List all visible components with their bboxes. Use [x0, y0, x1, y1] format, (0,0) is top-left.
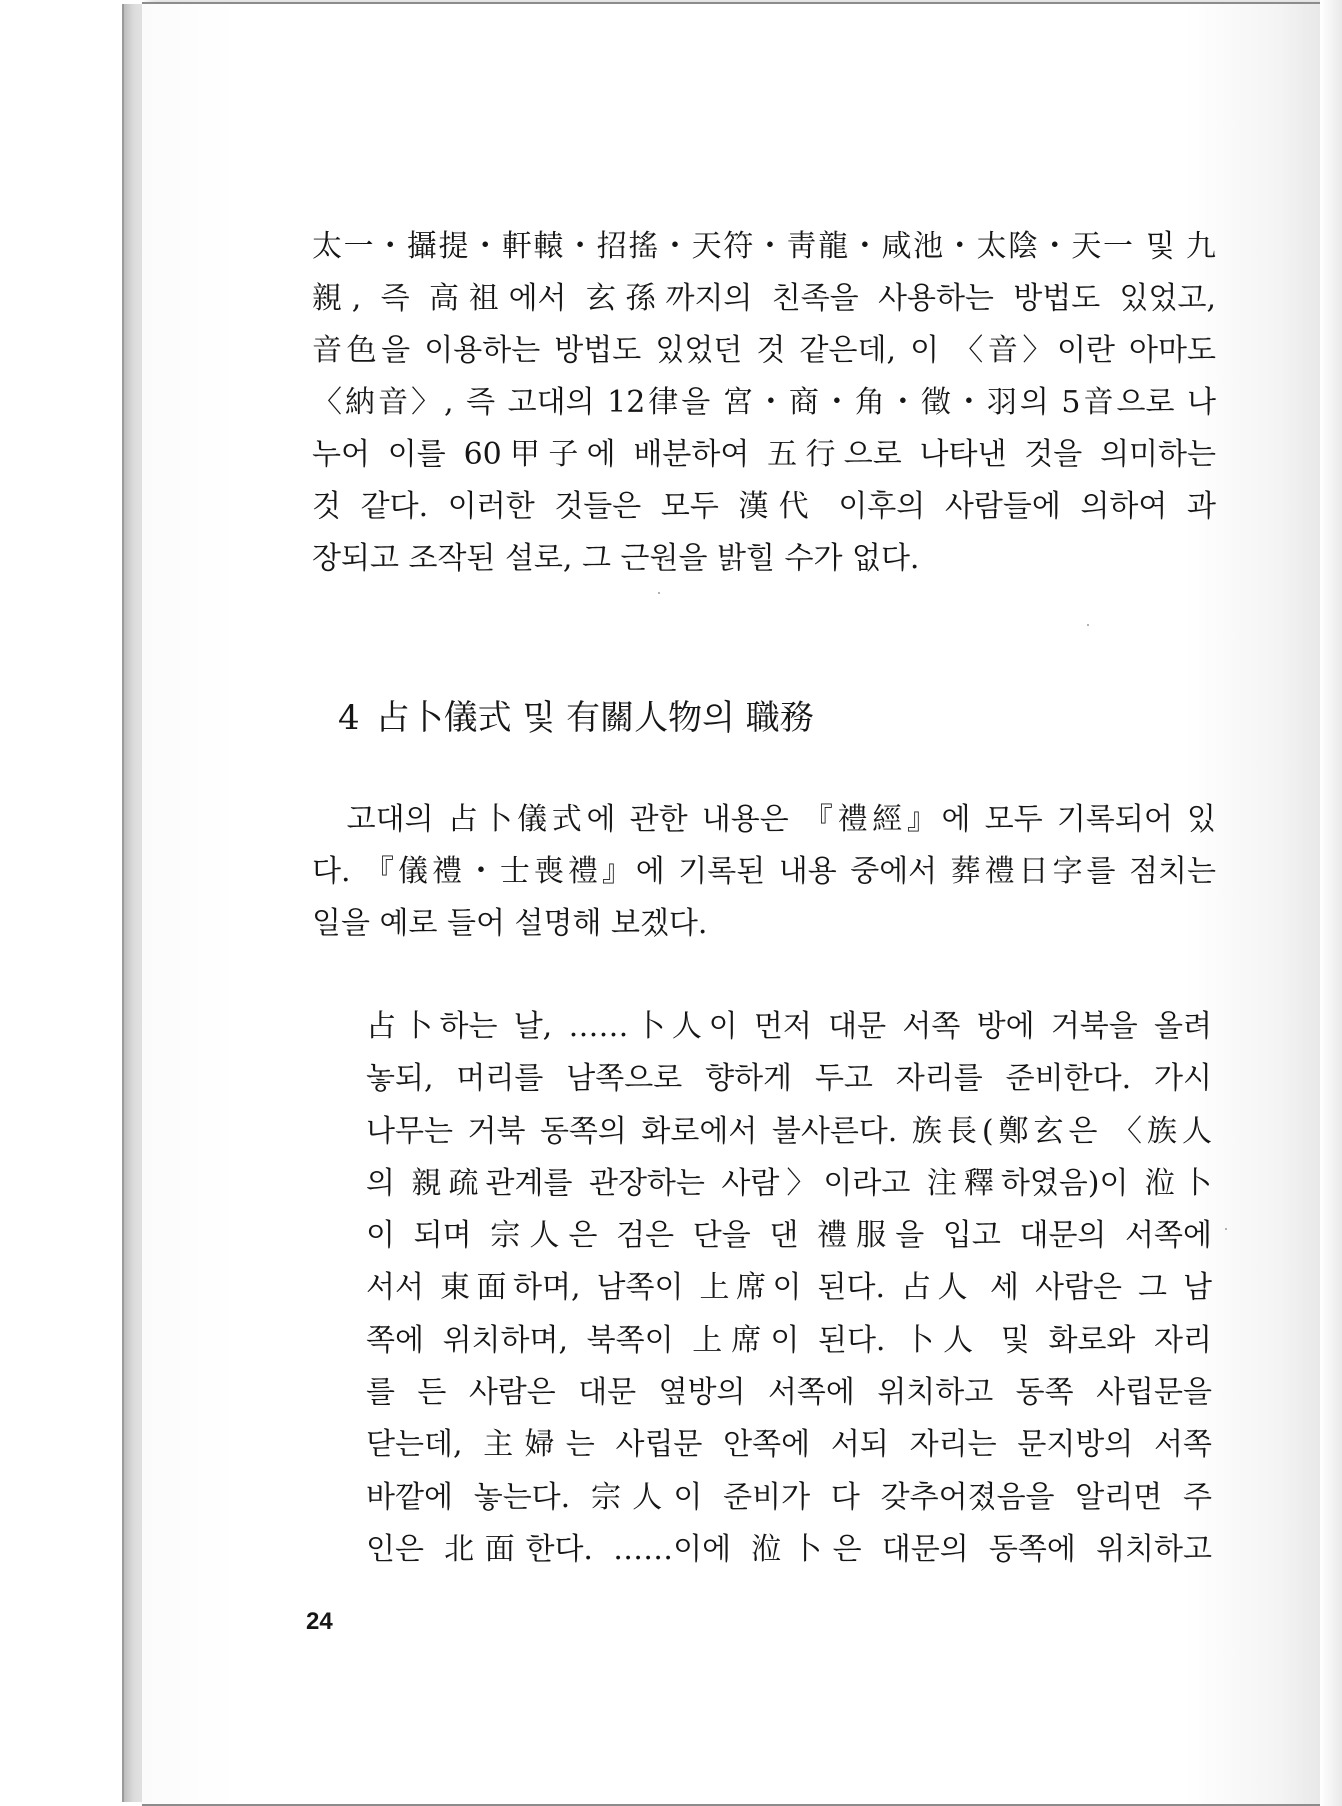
quote-line: 닫는데, 主婦는 사립문 안쪽에 서되 자리는 문지방의 서쪽	[366, 1427, 1212, 1463]
text-line: 다. 『儀禮・士喪禮』에 기록된 내용 중에서 葬禮日字를 점치는	[312, 854, 1216, 889]
quote-line: 서서 東面하며, 남쪽이 上席이 된다. 占人 세 사람은 그 남	[366, 1270, 1212, 1306]
text-line: 장되고 조작된 설로, 그 근원을 밝힐 수가 없다.	[312, 541, 920, 576]
page-right-shadow	[1320, 0, 1342, 1806]
quote-line: 를 든 사람은 대문 옆방의 서쪽에 위치하고 동쪽 사립문을	[366, 1375, 1212, 1411]
section-title: 占卜儀式 및 有關人物의 職務	[375, 698, 814, 738]
quote-line: 나무는 거북 동쪽의 화로에서 불사른다. 族長(鄭玄은 〈族人	[366, 1113, 1212, 1149]
quote-line: 의 親疏관계를 관장하는 사람〉이라고 注釋하였음)이 涖卜	[366, 1165, 1212, 1201]
block-quote	[366, 1001, 1212, 1576]
text-line: 太一・攝提・軒轅・招搖・天符・靑龍・咸池・太陰・天一 및 九	[312, 229, 1216, 264]
body-paragraph-1	[312, 221, 1216, 585]
quote-line: 이 되며 宗人은 검은 단을 댄 禮服을 입고 대문의 서쪽에	[366, 1218, 1212, 1254]
page-number: 24	[306, 1608, 333, 1635]
quote-line: 쪽에 위치하며, 북쪽이 上席이 된다. 卜人 및 화로와 자리	[366, 1322, 1212, 1358]
quote-line: 占卜하는 날, ……卜人이 먼저 대문 서쪽 방에 거북을 올려	[366, 1009, 1212, 1044]
scan-speck	[658, 592, 660, 594]
text-line: 〈納音〉, 즉 고대의 12律을 宮・商・角・徵・羽의 5音으로 나	[312, 385, 1216, 420]
text-line: 일을 예로 들어 설명해 보겠다.	[312, 906, 708, 941]
scan-speck	[1225, 1228, 1227, 1230]
text-line: 音色을 이용하는 방법도 있었던 것 같은데, 이 〈音〉이란 아마도	[312, 333, 1216, 368]
section-heading	[338, 690, 814, 739]
quote-line: 바깥에 놓는다. 宗人이 준비가 다 갖추어졌음을 알리면 주	[366, 1479, 1212, 1515]
quote-line: 인은 北面한다. ……이에 涖卜은 대문의 동쪽에 위치하고	[366, 1531, 1212, 1567]
section-number: 4	[338, 698, 360, 738]
text-line: 親, 즉 高祖에서 玄孫까지의 친족을 사용하는 방법도 있었고,	[312, 281, 1216, 316]
text-line: 고대의 占卜儀式에 관한 내용은 『禮經』에 모두 기록되어 있	[312, 802, 1216, 837]
quote-line: 놓되, 머리를 남쪽으로 향하게 두고 자리를 준비한다. 가시	[366, 1061, 1212, 1097]
text-line: 누어 이를 60甲子에 배분하여 五行으로 나타낸 것을 의미하는	[312, 437, 1216, 472]
body-paragraph-2	[312, 794, 1216, 950]
text-line: 것 같다. 이러한 것들은 모두 漢代 이후의 사람들에 의하여 과	[312, 489, 1216, 524]
scan-speck	[1087, 624, 1089, 626]
